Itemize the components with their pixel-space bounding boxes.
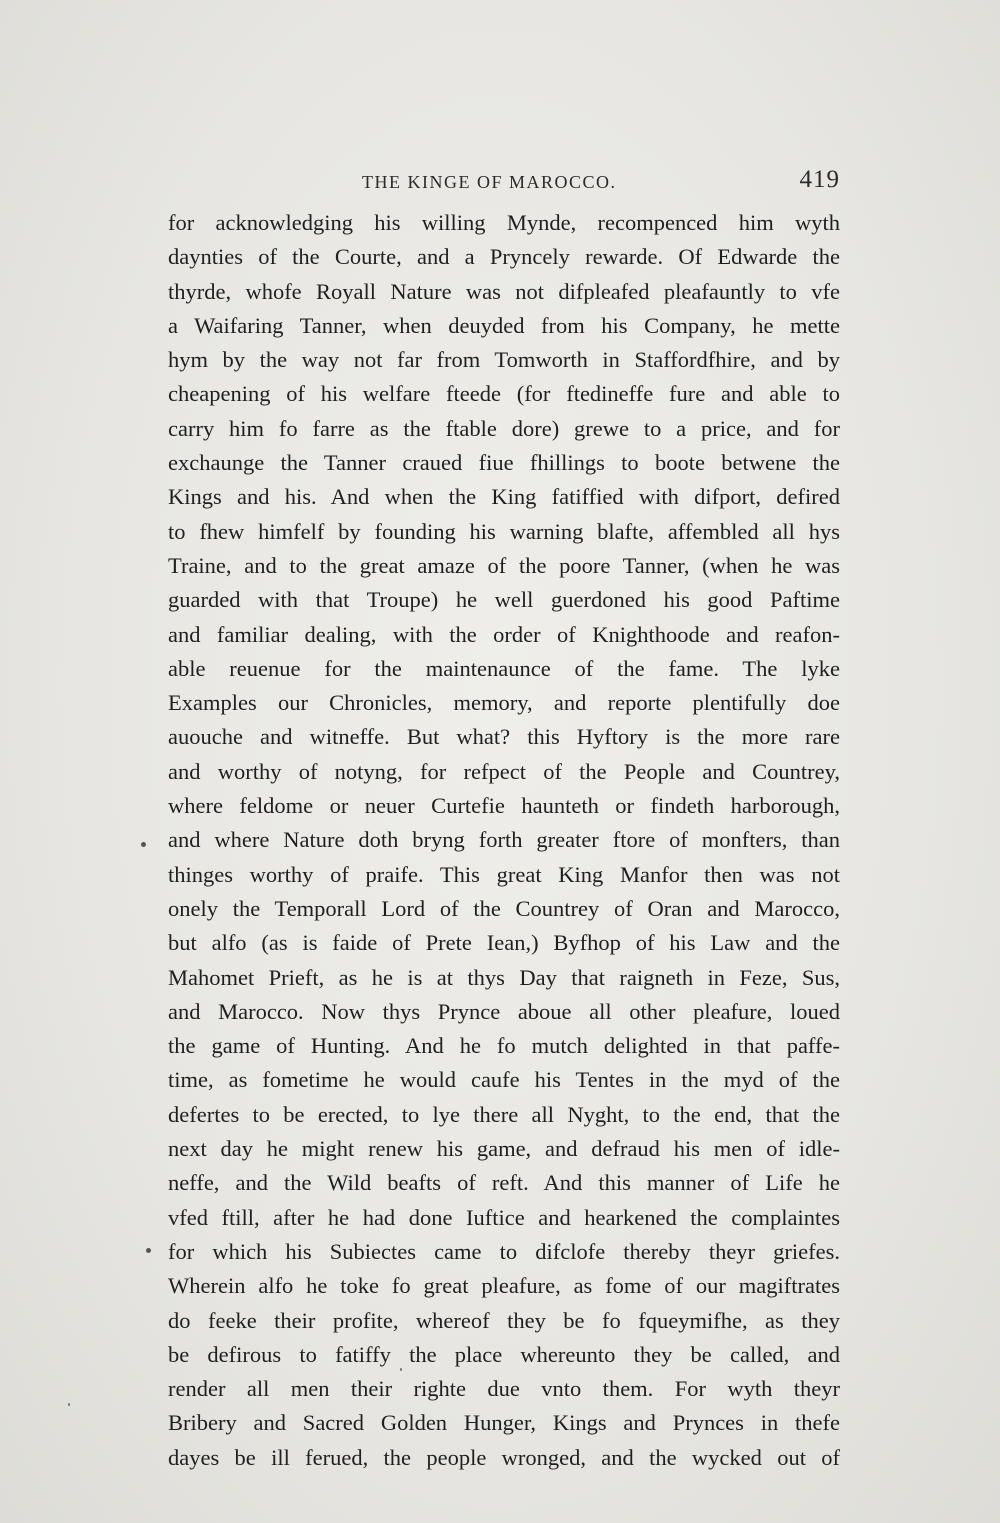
body-text	[168, 206, 840, 1475]
text-line: auouche and witneffe. But what? this Hyftory is the more rare	[168, 724, 840, 750]
text-line: defertes to be erected, to lye there all Nyght, to the end, that the	[168, 1101, 840, 1127]
paper-speck	[68, 1403, 70, 1406]
running-head	[168, 168, 840, 198]
text-line: and familiar dealing, with the order of Knighthoode and reafon-	[168, 621, 840, 647]
text-line: and where Nature doth bryng forth greater ftore of monfters, than	[168, 827, 840, 853]
text-line: carry him fo farre as the ftable dore) grewe to a price, and for	[168, 415, 840, 441]
page-number: 419	[799, 166, 840, 193]
text-line: Traine, and to the great amaze of the poore Tanner, (when he was	[168, 552, 840, 578]
text-line: vfed ftill, after he had done Iuftice and hearkened the complaintes	[168, 1204, 840, 1230]
text-line: the game of Hunting. And he fo mutch delighted in that paffe-	[168, 1033, 840, 1059]
text-line: for acknowledging his willing Mynde, recompenced him wyth	[168, 210, 840, 235]
text-line: to fhew himfelf by founding his warning blafte, affembled all hys	[168, 518, 840, 544]
text-line: Examples our Chronicles, memory, and reporte plentifully doe	[168, 690, 840, 716]
text-line: do feeke their profite, whereof they be fo fqueymifhe, as they	[168, 1307, 840, 1333]
text-line: dayes be ill ferued, the people wronged, and the wycked out of	[168, 1444, 840, 1470]
text-line: exchaunge the Tanner craued fiue fhillings to boote betwene the	[168, 450, 840, 476]
text-line: onely the Temporall Lord of the Countrey of Oran and Marocco,	[168, 895, 840, 921]
text-line: guarded with that Troupe) he well guerdoned his good Paftime	[168, 587, 840, 613]
text-line: hym by the way not far from Tomworth in Staffordfhire, and by	[168, 347, 840, 373]
text-line: and worthy of notyng, for refpect of the People and Countrey,	[168, 758, 840, 784]
text-line: thyrde, whofe Royall Nature was not difpleafed pleafauntly to vfe	[168, 278, 840, 304]
text-line: Wherein alfo he toke fo great pleafure, as fome of our magiftrates	[168, 1273, 840, 1299]
text-line: daynties of the Courte, and a Pryncely rewarde. Of Edwarde the	[168, 244, 840, 270]
text-line: for which his Subiectes came to difclofe thereby theyr griefes.	[168, 1238, 840, 1264]
text-line: but alfo (as is faide of Prete Iean,) Byfhop of his Law and the	[168, 930, 840, 956]
text-line: Bribery and Sacred Golden Hunger, Kings and Prynces in thefe	[168, 1410, 840, 1436]
text-line: Kings and his. And when the King fatiffied with difport, defired	[168, 484, 840, 510]
text-line: able reuenue for the maintenaunce of the fame. The lyke	[168, 655, 840, 681]
text-line: next day he might renew his game, and defraud his men of idle-	[168, 1136, 840, 1162]
paper-speck	[400, 1368, 402, 1371]
text-line: where feldome or neuer Curtefie haunteth or findeth harborough,	[168, 793, 840, 819]
text-line: and Marocco. Now thys Prynce aboue all other pleafure, loued	[168, 998, 840, 1024]
margin-mark	[146, 1248, 151, 1253]
text-line: neffe, and the Wild beafts of reft. And this manner of Life he	[168, 1170, 840, 1196]
text-line: thinges worthy of praife. This great King Manfor then was not	[168, 861, 840, 887]
text-line: a Waifaring Tanner, when deuyded from his Company, he mette	[168, 312, 840, 338]
margin-mark	[141, 842, 146, 847]
text-line: be defirous to fatiffy the place whereunto they be called, and	[168, 1341, 840, 1367]
running-title: THE KINGE OF MAROCCO.	[362, 172, 617, 192]
text-line: time, as fometime he would caufe his Tentes in the myd of the	[168, 1067, 840, 1093]
text-line: Mahomet Prieft, as he is at thys Day that raigneth in Feze, Sus,	[168, 964, 840, 990]
text-line: render all men their righte due vnto them. For wyth theyr	[168, 1376, 840, 1402]
text-line: cheapening of his welfare fteede (for ftedineffe fure and able to	[168, 381, 840, 407]
